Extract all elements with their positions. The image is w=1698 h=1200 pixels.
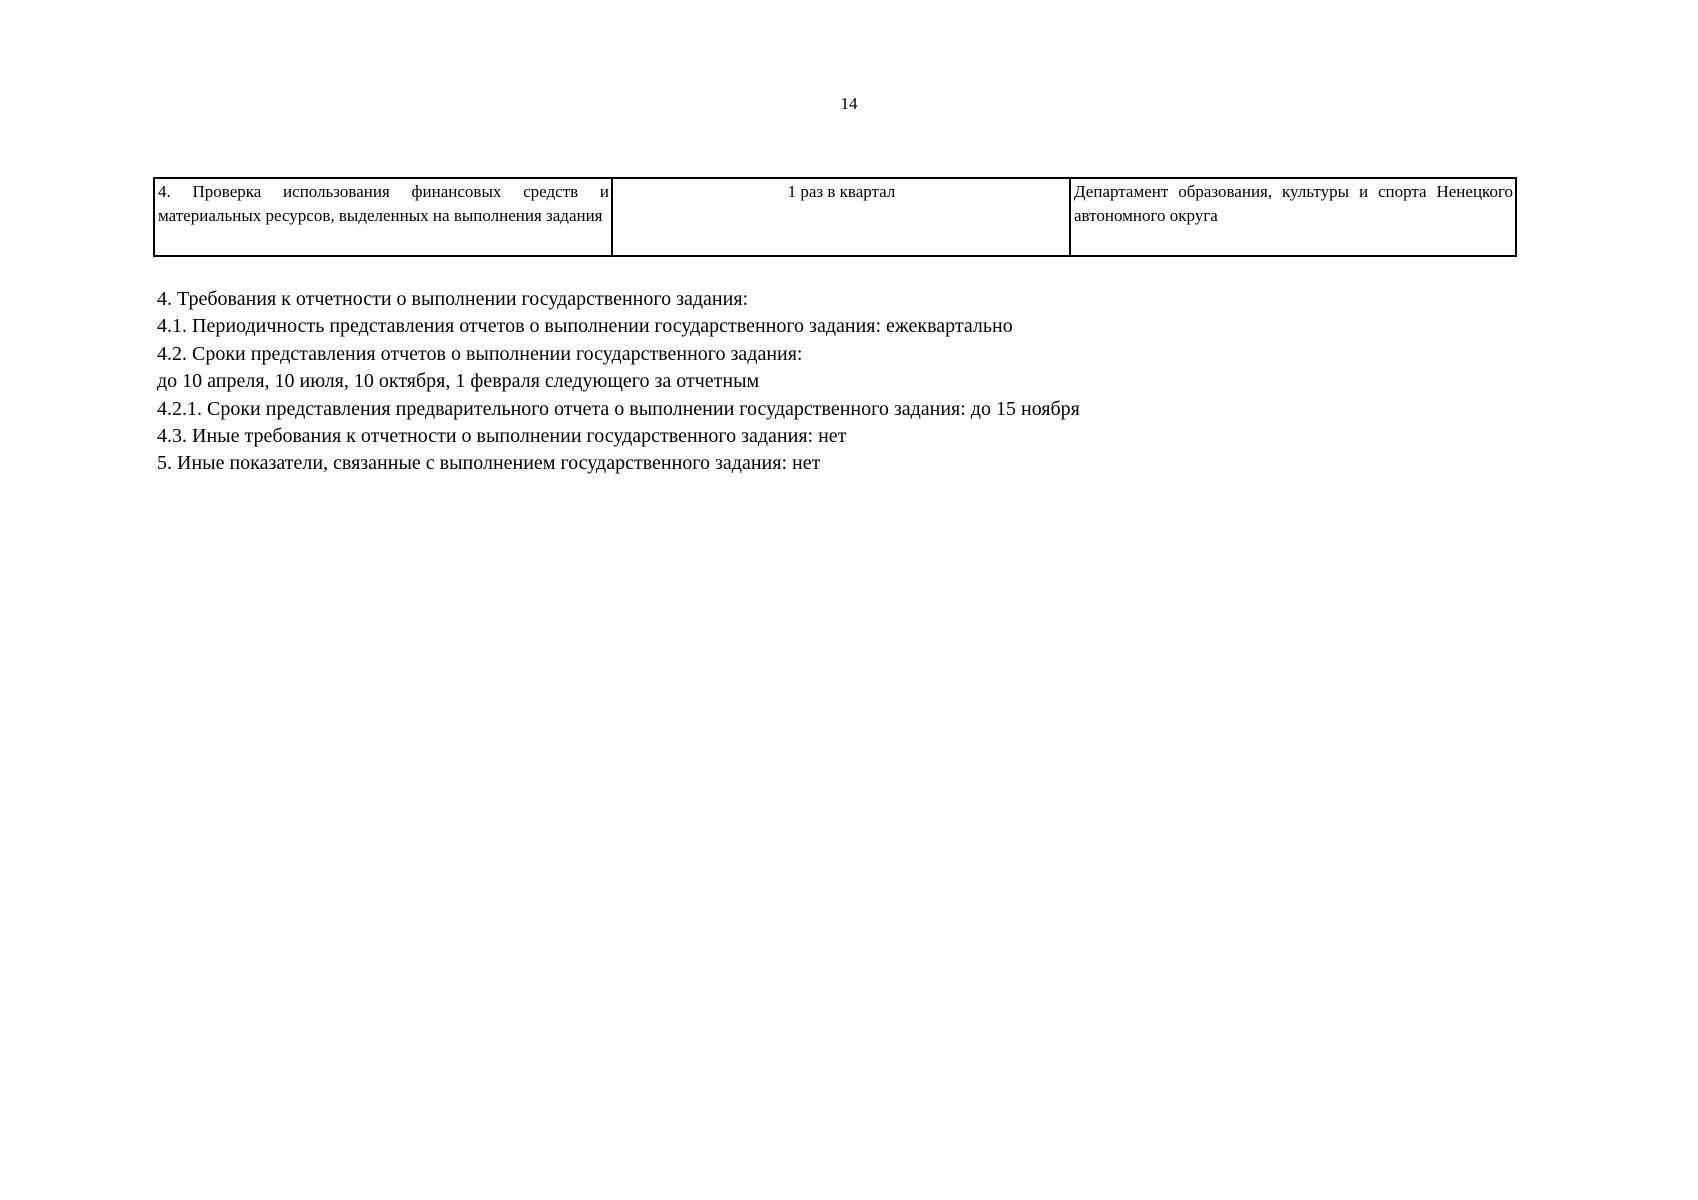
requirement-line: 5. Иные показатели, связанные с выполнением государственного задания: нет	[157, 452, 821, 475]
control-form-cell: 4. Проверка использования финансовых средств и материальных ресурсов, выделенных на выполнения задания	[154, 178, 612, 256]
requirement-line: 4.2.1. Сроки представления предварительного отчета о выполнении государственного задания: до 15 ноября	[157, 397, 1080, 420]
requirement-line: до 10 апреля, 10 июля, 10 октября, 1 февраля следующего за отчетным	[157, 370, 760, 393]
requirement-line: 4.2. Сроки представления отчетов о выполнении государственного задания:	[157, 342, 803, 365]
requirement-line: 4.3. Иные требования к отчетности о выполнении государственного задания: нет	[157, 425, 847, 448]
requirement-line: 4.1. Периодичность представления отчетов о выполнении государственного задания: ежеквартально	[157, 315, 1013, 338]
table-row	[154, 178, 1516, 256]
control-frequency-cell: 1 раз в квартал	[612, 178, 1070, 256]
control-table	[153, 177, 1517, 257]
requirements-heading: 4. Требования к отчетности о выполнении государственного задания:	[157, 288, 749, 310]
page-number: 14	[840, 94, 858, 113]
reporting-requirements	[157, 286, 1457, 478]
control-authority-cell: Департамент образования, культуры и спорта Ненецкого автономного округа	[1070, 178, 1516, 256]
